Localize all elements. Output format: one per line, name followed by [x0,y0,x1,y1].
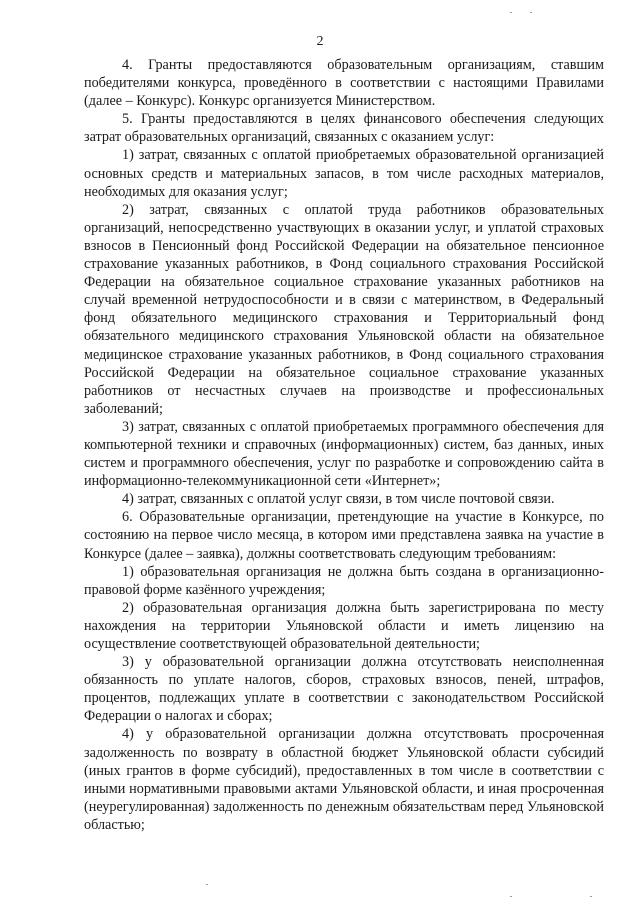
scan-artifact [530,12,532,13]
paragraph-6-item-4: 4) у образовательной организации должна отсутствовать просроченная задолженность по возврату в областной бюджет Ульяновской области субсидий (иных грантов в форме субсидий), предоставленных в том числе в соответствии с иными нормативными правовыми актами Ульяновской области, и иная просроченная (неурегулированная) задолженность по денежным обязательствам перед Ульяновской областью; [84,726,604,833]
paragraph-6-item-3: 3) у образовательной организации должна отсутствовать неисполненная обязанность по уплате налогов, сборов, страховых взносов, пеней, штрафов, процентов, подлежащих уплате в соответствии с законодательством Российской Федерации о налогах и сборах; [84,654,604,725]
scan-artifact [510,896,512,897]
scan-artifact [206,884,208,885]
scan-artifact [510,12,512,13]
page-number: 2 [316,34,324,49]
paragraph-6-item-1: 1) образовательная организация не должна быть создана в организационно-правовой форме казённого учреждения; [84,563,604,598]
paragraph-5-item-3: 3) затрат, связанных с оплатой приобретаемых программного обеспечения для компьютерной техники и справочных (информационных) систем, баз данных, иных систем и программного обеспечения, услуг по разработке и сопровождению сайта в информационно-телекоммуникационной сети «Интернет»; [84,418,604,490]
document-body [84,56,604,834]
paragraph-5-item-4: 4) затрат, связанных с оплатой услуг связи, в том числе почтовой связи. [122,491,555,508]
scan-artifact [590,896,592,897]
paragraph-5-grant-purposes: 5. Гранты предоставляются в целях финансового обеспечения следующих затрат образовательных организаций, связанных с оказанием услуг: [84,111,604,146]
paragraph-6-requirements: 6. Образовательные организации, претендующие на участие в Конкурсе, по состоянию на первое число месяца, в котором ими представлена заявка на участие в Конкурсе (далее – заявка), должны соответствовать следующим требованиям: [84,509,604,562]
paragraph-4-grants-recipients: 4. Гранты предоставляются образовательным организациям, ставшим победителями конкурса, проведённого в соответствии с настоящими Правилами (далее – Конкурс). Конкурс организуется Министерством. [84,57,604,110]
paragraph-5-item-1: 1) затрат, связанных с оплатой приобретаемых образовательной организацией основных средств и материальных запасов, в том числе расходных материалов, необходимых для оказания услуг; [84,147,604,200]
paragraph-5-item-2: 2) затрат, связанных с оплатой труда работников образовательных организаций, непосредственно участвующих в оказании услуг, и уплатой страховых взносов в Пенсионный фонд Российской Федерации на обязательное пенсионное страхование указанных работников, в Фонд социального страхования Российской Федерации на обязательное социальное страхование указанных работников на случай временной нетрудоспособности и в связи с материнством, в Федеральный фонд обязательного медицинского страхования и Территориальный фонд обязательного медицинского страхования Ульяновской области на обязательное медицинское страхование указанных работников, в Фонд социального страхования Российской Федерации на обязательное социальное страхование указанных работников от несчастных случаев на производстве и профессиональных заболеваний; [84,201,604,417]
paragraph-6-item-2: 2) образовательная организация должна быть зарегистрирована по месту нахождения на территории Ульяновской области и иметь лицензию на осуществление соответствующей образовательной деятельности; [84,599,604,652]
